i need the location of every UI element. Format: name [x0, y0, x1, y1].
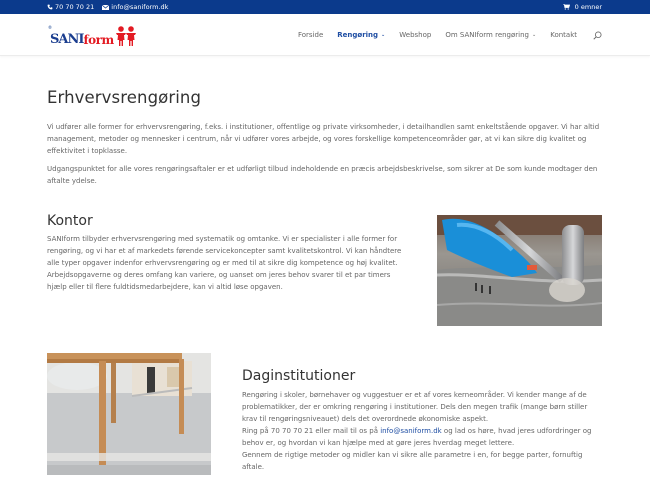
phone-number: 70 70 70 21: [55, 3, 95, 11]
nav-label: Rengøring: [337, 31, 379, 39]
email-link-inline[interactable]: info@saniform.dk: [380, 427, 442, 435]
sink-cleaning-image: [437, 215, 602, 326]
intro-paragraph: Udgangspunktet for alle vores rengøringsaftaler er et udførligt tilbud indeholdende en præcis arbejdsbeskrivelse, som sikrer at De som kunde modtager den aftalte ydelse.: [47, 165, 598, 185]
site-header: [0, 14, 650, 56]
section-body-kontor: SANIform tilbyder erhvervsrengøring med systematik og omtanke. Vi er specialister i alle former for rengøring, og vi har et af markedets førende servicekoncepter samt kvalitetskontrol. Vi kan håndtere alle typer opgaver indenfor erhvervsrengøring og er med til at sikre dig kompetence og høj kvalitet. Arbejdsopgaverne og deres omfang kan variere, og uanset om jeres behov svarer til et par timers hjælp eller til flere fuldtidsmedarbejdere, kan vi altid løse opgaven.: [47, 235, 402, 291]
daginst-paragraph-1: Rengøring i skoler, børnehaver og vuggestuer er et af vores kerneområder. Vi kender mange af de problematikker, der er omkring rengøring i institutioner. Dels den megen trafik (mange børn stiller krav til rengøringsniveauet) dels det overordnede økonomiske aspekt.: [242, 391, 588, 423]
daginst-contact-pre: Ring på 70 70 70 21 eller mail til os på: [242, 427, 381, 435]
nav-label: Webshop: [399, 31, 432, 39]
saniform-logo[interactable]: [48, 24, 137, 46]
chevron-down-icon: ⌄: [532, 32, 537, 38]
cart-icon: [563, 4, 570, 10]
page-title: Erhvervsrengøring: [47, 88, 202, 107]
top-bar: [0, 0, 650, 14]
intro-text: [47, 121, 603, 193]
nav-label: Om SANIform rengøring: [445, 31, 529, 39]
cart-link[interactable]: [563, 3, 602, 11]
nav-item-forside[interactable]: [298, 31, 323, 39]
search-icon: [593, 31, 602, 40]
logo-form-text: form: [83, 33, 114, 47]
kindergarten-table-photo: [47, 353, 211, 475]
nav-item-kontakt[interactable]: [550, 31, 577, 39]
nav-item-webshop[interactable]: [399, 31, 431, 39]
nav-item-rengoring[interactable]: [337, 31, 385, 39]
logo-sani-text: SANI: [50, 32, 84, 47]
nav-label: Forside: [297, 31, 324, 39]
search-button[interactable]: [593, 31, 602, 40]
section-body-daginstitutioner: [242, 389, 604, 473]
daginst-paragraph-3: Gennem de rigtige metoder og midler kan vi sikre alle parametre i en, for begge parter, fornuftig aftale.: [242, 451, 583, 471]
children-figures-icon: [115, 26, 137, 46]
email-link[interactable]: [102, 3, 168, 11]
email-address: info@saniform.dk: [111, 3, 169, 11]
kindergarten-table-image: [47, 353, 211, 475]
sink-cleaning-photo: [437, 215, 602, 326]
nav-label: Kontakt: [550, 31, 577, 39]
phone-icon: [47, 4, 53, 10]
cart-count: 0 emner: [574, 3, 602, 11]
envelope-icon: [102, 5, 109, 10]
intro-paragraph: Vi udfører alle former for erhvervsrengøring, f.eks. i institutioner, offentlige og private virksomheder, i detailhandlen samt enkeltstående opgaver. Vi har altid management, metoder og mennesker i centrum, når vi udfører vores arbejde, og vores forskellige kompetenceområder gør, at vi kan sikre dig kvalitet og effektivitet i topklasse.: [47, 123, 600, 155]
registered-mark: ®: [48, 25, 52, 30]
nav-item-om-saniform[interactable]: [445, 31, 536, 39]
chevron-down-icon: ⌄: [381, 32, 386, 38]
section-title-kontor: Kontor: [47, 213, 93, 229]
main-nav: [298, 14, 602, 56]
daginst-contact-post: og lad os høre, hvad jeres udfordringer og behov er, og hvordan vi kan hjælpe med at gøre jeres hverdag meget lettere.: [242, 427, 592, 447]
section-title-daginstitutioner: Daginstitutioner: [242, 368, 356, 384]
phone-link[interactable]: [47, 3, 94, 11]
